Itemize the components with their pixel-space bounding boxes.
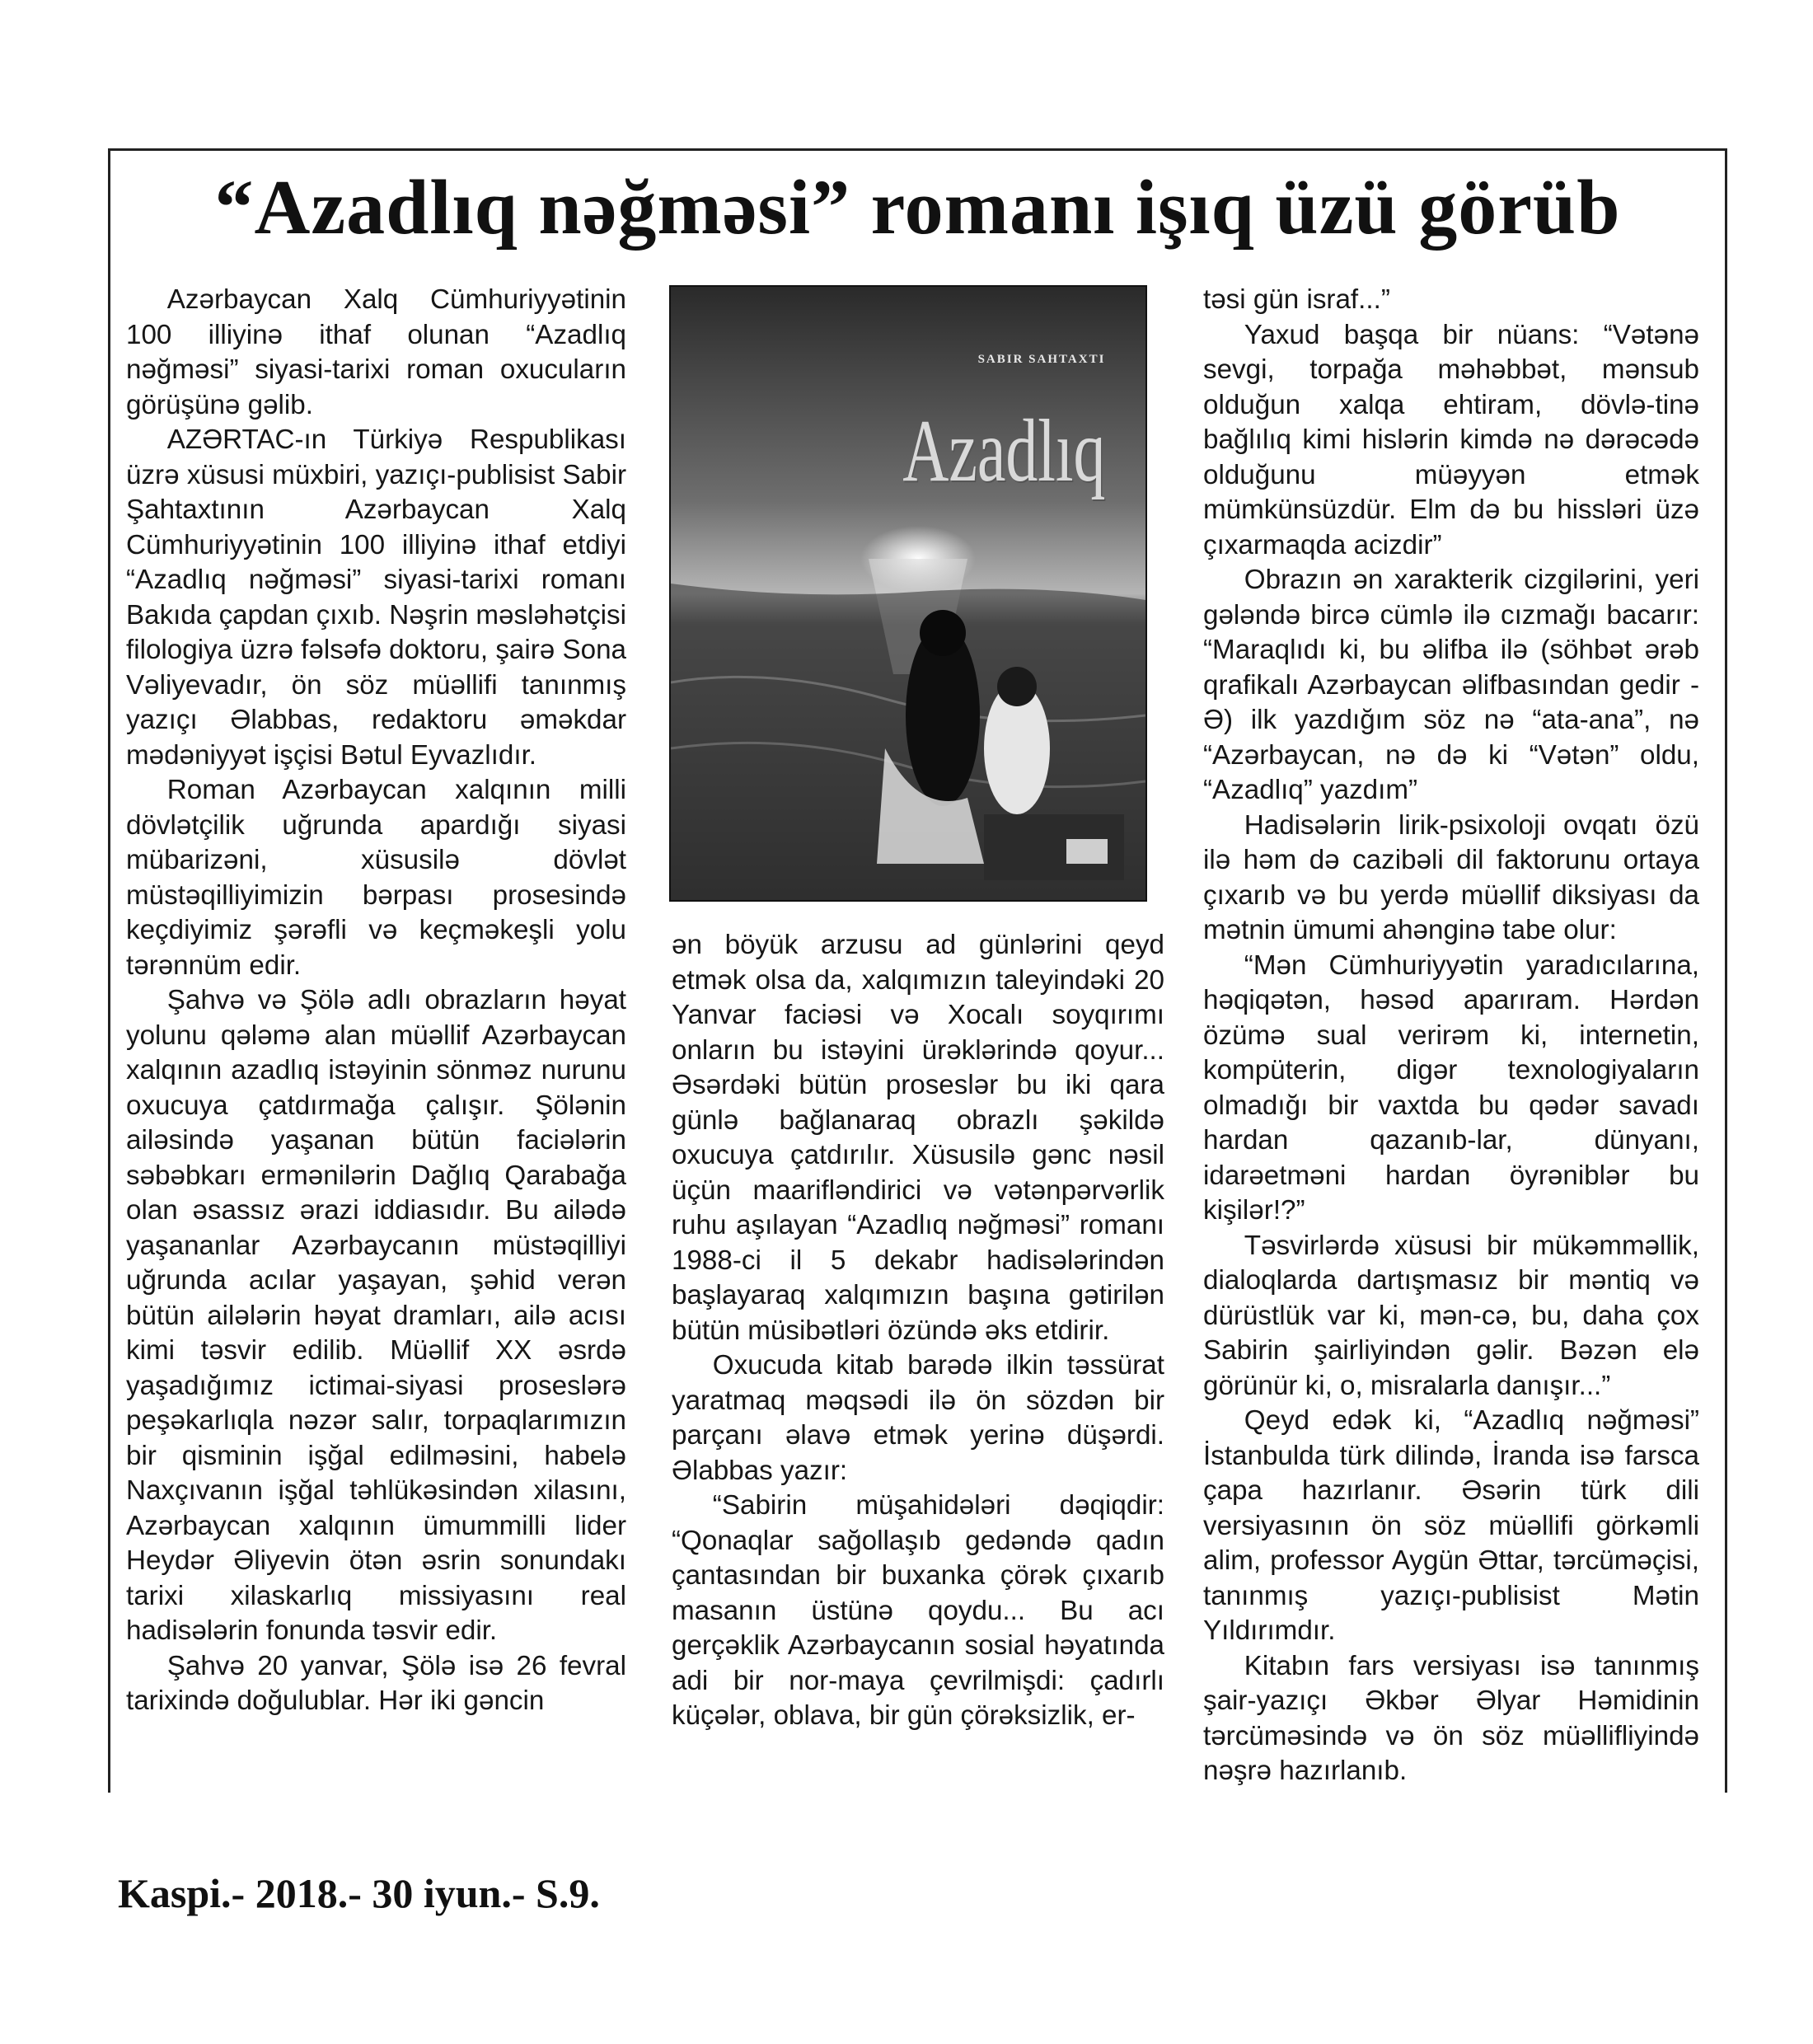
paragraph: Kitabın fars versiyası isə tanınmış şair-yazıçı Əkbər Əlyar Həmidinin tərcüməsində və ön söz müəllifliyində nəşrə hazırlanıb. [1203,1650,1699,1786]
book-cover-image [669,285,1147,902]
article-column-3 [1203,283,1699,1789]
paragraph: Şahvə 20 yanvar, Şölə isə 26 fevral tarixində doğulublar. Hər iki gəncin [126,1650,626,1716]
paragraph: AZƏRTAC-ın Türkiyə Respublikası üzrə xüsusi müxbiri, yazıçı-publisist Sabir Şahtaxtının Azərbaycan Xalq Cümhuriyyətinin 100 illiyinə ithaf etdiyi “Azadlıq nəğməsi” siyasi-tarixi romanı Bakıda çapdan çıxıb. Nəşrin məsləhətçisi filologiya üzrə fəlsəfə doktoru, şairə Sona Vəliyevadır, ön söz müəllifi tanınmış yazıçı Əlabbas, redaktoru əməkdar mədəniyyət işçisi Bətul Eyvazlıdır. [126,424,626,771]
cover-author: SABIR SAHTAXTI [977,353,1106,366]
article-headline: “Azadlıq nəğməsi” romanı işıq üzü görüb [214,165,1621,251]
paragraph: təsi gün israf...” [1203,284,1390,315]
source-citation: Kaspi.- 2018.- 30 iyun.- S.9. [118,1870,600,1916]
paragraph: Oxucuda kitab barədə ilkin təssürat yaratmaq məqsədi ilə ön sözdən bir parçanı əlavə etmək yerinə düşərdi. Əlabbas yazır: [672,1350,1164,1486]
paragraph: “Mən Cümhuriyyətin yaradıcılarına, həqiqətən, həsəd aparıram. Hərdən özümə sual verirəm ki, internetin, kompüterin, digər texnologiyaların olmadığı bir vaxtda bu qədər savadı hardan qazanıb-lar, dünyanı, idarəetməni hardan öyrəniblər bu kişilər!?” [1203,949,1699,1226]
article-column-2 [672,928,1164,1734]
paragraph: Qeyd edək ki, “Azadlıq nəğməsi” İstanbulda türk dilində, İranda isə farsca çapa hazırlanır. Əsərin türk dili versiyasının ön söz müəllifi görkəmli alim, professor Aygün Əttar, tərcüməçisi, tanınmış yazıçı-publisist Mətin Yıldırımdır. [1203,1405,1699,1646]
paragraph: Roman Azərbaycan xalqının milli dövlətçilik uğrunda apardığı siyasi mübarizəni, xüsusilə dövlət müstəqilliyimizin bərpası prosesində keçdiyimiz şərəfli və keçməkeşli yolu tərənnüm edir. [126,775,626,981]
paragraph: Hadisələrin lirik-psixoloji ovqatı özü ilə həm də cazibəli dil faktorunu ortaya çıxarıb və bu yerdə müəllif diksiyası da mətnin ümumi ahənginə tabe olur: [1203,809,1699,945]
paragraph: Obrazın ən xarakterik cizgilərini, yeri gələndə bircə cümlə ilə cızmağı bacarır: “Maraqlıdı ki, bu əlifba ilə (söhbət ərəb qrafikalı Azərbaycan əlifbasından gedir - Ə) ilk yazdığım söz nə “ata-ana”, nə “Azərbaycan, nə də ki “Vətən” oldu, “Azadlıq” yazdım” [1203,565,1699,805]
paragraph: Yaxud başqa bir nüans: “Vətənə sevgi, torpağa məhəbbət, mənsub olduğun xalqa ehtiram, dövlə-tinə bağlılıq kimi hislərin kimdə nə dərəcədə olduğunu müəyyən etmək mümkünsüzdür. Elm də bu hissləri üzə çıxarmaqda acizdir” [1203,319,1699,560]
cover-title: Azadlıq [902,402,1106,500]
article-column-1 [126,283,626,1719]
paragraph: Şahvə və Şölə adlı obrazların həyat yolunu qələmə alan müəllif Azərbaycan xalqının azadlıq istəyinin sönməz nurunu oxucuya çatdırmağa çalışır. Şölənin ailəsində yaşanan bütün faciələrin səbəbkarı ermənilərin Dağlıq Qarabağa olan əsassız ərazi iddiasıdır. Bu ailədə yaşananlar Azərbaycanın müstəqilliyi uğrunda acılar yaşayan, şəhid verən bütün ailələrin həyat dramları, ailə acısı kimi təsvir edilib. Müəllif XX əsrdə yaşadığımız ictimai-siyasi proseslərə peşəkarlıqla nəzər salır, torpaqlarımızın bir qisminin işğal edilməsini, habelə Naxçıvanın işğal təhlükəsindən xilasını, Azərbaycan xalqının ümummilli lider Heydər Əliyevin ötən əsrin sonundakı tarixi xilaskarlıq missiyasını real hadisələrin fonunda təsvir edir. [126,985,626,1646]
paragraph: Azərbaycan Xalq Cümhuriyyətinin 100 illiyinə ithaf olunan “Azadlıq nəğməsi” siyasi-tarixi roman oxucuların görüşünə gəlib. [126,284,626,420]
paragraph: “Sabirin müşahidələri dəqiqdir: “Qonaqlar sağollaşıb gedəndə qadın çantasından bir buxanka çörək çıxarıb masanın üstünə qoydu... Bu acı gerçəklik Azərbaycanın sosial həyatında adi bir nor-maya çevrilmişdi: çadırlı küçələr, oblava, bir gün çörəksizlik, er- [672,1490,1164,1731]
paragraph: Təsvirlərdə xüsusi bir mükəmməllik, dialoqlarda dartışmasız bir məntiq və dürüstlük var ki, mən-cə, bu, daha çox Sabirin şairliyindən gəlir. Bəzən elə görünür ki, o, misralarla danışır...” [1203,1230,1699,1401]
cover-spine-text [676,435,696,864]
cover-photo [671,287,1145,900]
paragraph: ən böyük arzusu ad günlərini qeyd etmək olsa da, xalqımızın taleyindəki 20 Yanvar faciəsi və Xocalı soyqırımı onların bu istəyini ürəklərində qoyur... Əsərdəki bütün proseslər bu iki qara günlə bağlanaraq obrazlı şəkildə oxucuya çatdırılır. Xüsusilə gənc nəsil üçün maarifləndirici və vətənpərvərlik ruhu aşılayan “Azadlıq nəğməsi” romanı 1988-ci il 5 dekabr hadisələrindən başlayaraq xalqımızın başına gətirilən bütün müsibətləri özündə əks etdirir. [672,930,1164,1346]
